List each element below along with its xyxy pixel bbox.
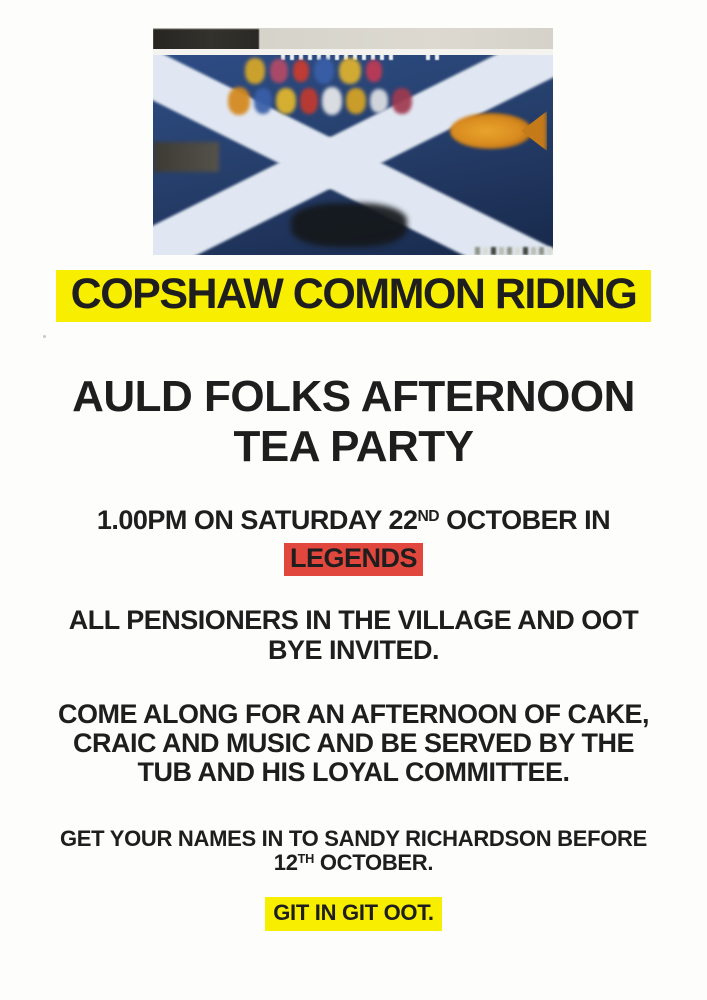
photo-bottom-speckle [475,245,552,255]
magnet-letter [366,60,382,82]
speck [507,247,512,255]
speck [499,247,504,255]
ordinal-superscript: ND [417,508,440,526]
flag-clip [389,55,393,60]
body-text: COME ALONG FOR AN AFTERNOON OF CAKE, CRAIC AND MUSIC AND BE SERVED BY THE TUB AND HIS LOYAL COMMITTEE. [58,699,649,788]
magnet-letter [293,60,309,82]
rsvp-text: GET YOUR NAMES IN TO SANDY RICHARDSON BEFORE 12TH OCTOBER. [0,827,707,875]
dark-object-left [153,142,219,172]
event-datetime [0,506,707,576]
scan-speck [43,335,46,338]
ordinal-superscript: TH [297,851,315,867]
rsvp-line2: 12TH OCTOBER. [273,849,434,875]
magnet-letter [245,58,265,84]
magnet-letters-row2 [228,85,412,117]
footer-highlight: GIT IN GIT OOT. [265,897,442,931]
dark-object-bottom [291,203,407,247]
speck [547,247,552,255]
venue-highlight: LEGENDS [284,543,423,577]
magnet-letter [254,88,272,114]
speck [515,247,520,255]
event-title-line2: TEA PARTY [233,422,474,472]
magnet-letter [322,87,342,115]
magnet-letter [228,87,250,115]
magnet-letter [270,59,288,83]
magnet-letter [339,58,361,84]
invite-text: ALL PENSIONERS IN THE VILLAGE AND OOT BYE INVITED. [68,605,639,665]
shelf-black-bar [153,29,259,50]
saltire-flag [153,55,553,255]
magnet-letter [346,88,366,114]
magnet-letter [300,88,318,114]
title-row [0,270,707,322]
speck [539,247,544,255]
page-title: COPSHAW COMMON RIDING [56,270,652,322]
goldfish-tail [521,111,547,151]
speck [475,247,480,255]
venue-row [0,543,707,577]
speck [483,247,488,255]
magnet-letter [276,88,296,114]
magnet-letter [392,88,412,114]
speck [523,247,528,255]
speck [531,247,536,255]
footer-slogan [0,897,707,931]
speck [491,247,496,255]
event-title [0,372,707,472]
flag-clip [426,55,430,60]
event-title-line1: AULD FOLKS AFTERNOON [72,372,635,421]
saltire-flag-photo [153,28,553,255]
goldfish [450,113,532,149]
magnet-letter [314,58,334,84]
event-datetime-line: 1.00PM ON SATURDAY 22ND OCTOBER IN [96,505,611,535]
flag-clip [435,55,439,60]
magnet-letter [370,89,388,113]
magnet-letters-row1 [245,55,382,87]
